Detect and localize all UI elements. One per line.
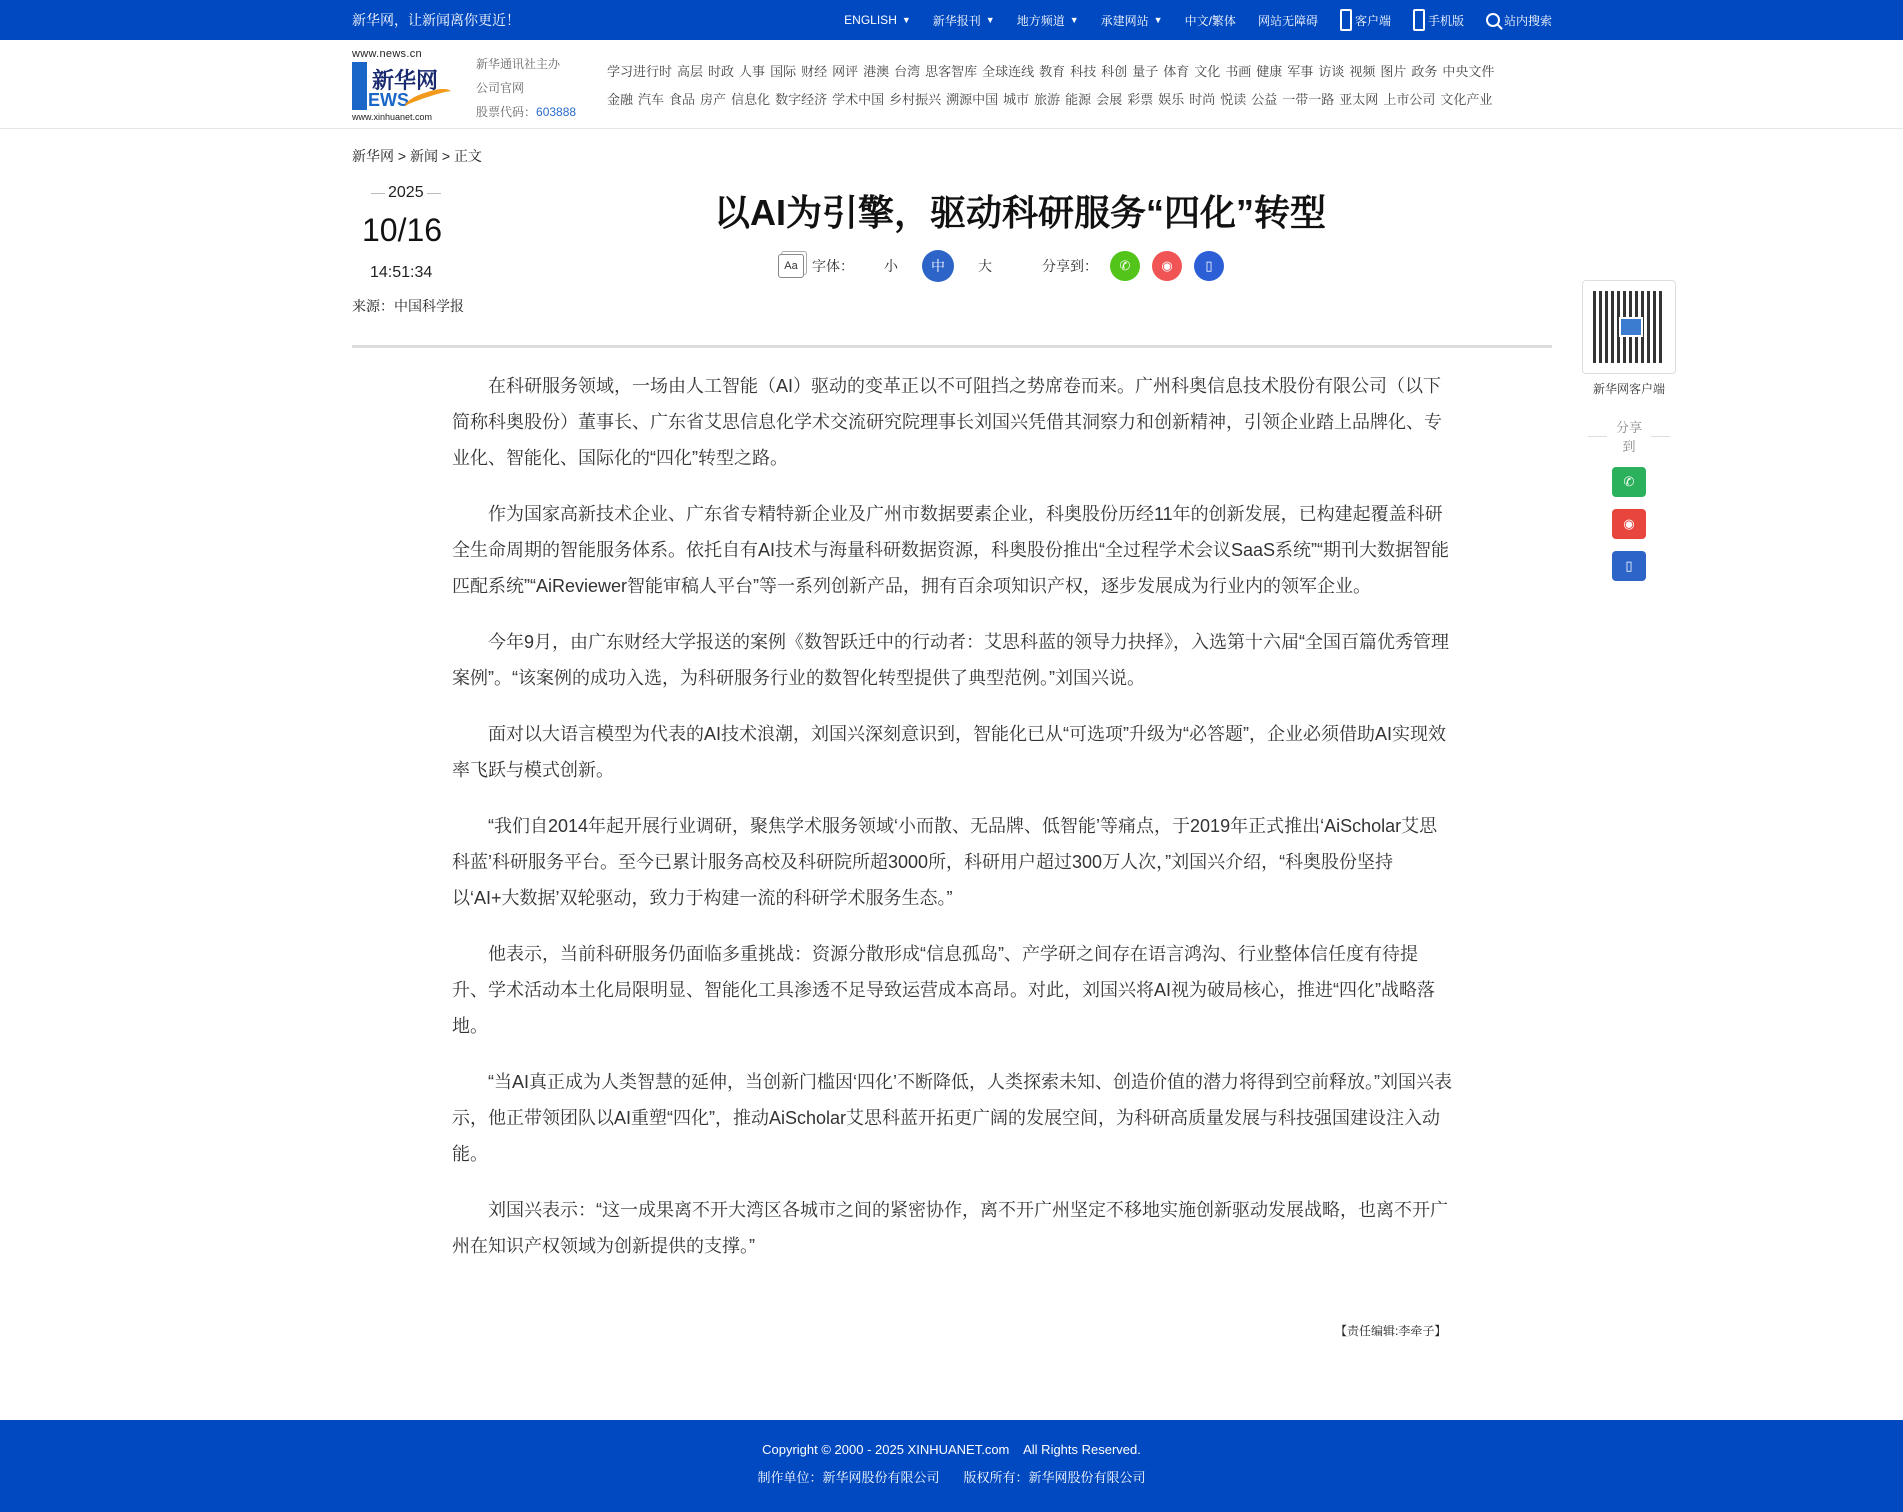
channel-link[interactable]: 彩票 <box>1127 92 1154 107</box>
nav-accessibility[interactable]: 网站无障碍 <box>1257 13 1318 28</box>
side-share-panel: 新华网客户端 分享到 ✆ ◉ ▯ <box>1582 280 1676 581</box>
channel-link[interactable]: 信息化 <box>731 92 771 107</box>
channel-link[interactable]: 台湾 <box>894 64 921 79</box>
client-qr-code <box>1582 280 1676 374</box>
channel-link[interactable]: 旅游 <box>1034 92 1061 107</box>
channel-link[interactable]: 文化产业 <box>1440 92 1493 107</box>
article-body <box>452 368 1452 1284</box>
nav-hosted-sites[interactable]: 承建网站 ▼ <box>1100 13 1163 28</box>
channel-link[interactable]: 悦读 <box>1220 92 1247 107</box>
channel-link[interactable]: 上市公司 <box>1383 92 1436 107</box>
channel-link[interactable]: 金融 <box>607 92 634 107</box>
channel-link[interactable]: 学术中国 <box>832 92 885 107</box>
article-paragraph: 刘国兴表示：“这一成果离不开大湾区各城市之间的紧密协作，离不开广州坚定不移地实施创新驱动发展战略，也离不开广州在知识产权领域为创新提供的支撑。” <box>452 1200 1448 1256</box>
responsible-editor: 【责任编辑:李牵子】 <box>1335 1324 1447 1338</box>
slogan: 新华网，让新闻离你更近！ <box>352 12 520 28</box>
article-paragraph: 他表示，当前科研服务仍面临多重挑战：资源分散形成“信息孤岛”、产学研之间存在语言鸿沟、行业整体信任度有待提升、学术活动本土化局限明显、智能化工具渗透不足导致运营成本高昂。对此，刘国兴将AI视为破局核心，推进“四化”战略落地。 <box>452 944 1435 1036</box>
nav-mobile[interactable]: 手机版 <box>1413 9 1464 31</box>
channel-link[interactable]: 人事 <box>739 64 766 79</box>
channel-link[interactable]: 公益 <box>1251 92 1278 107</box>
channel-link[interactable]: 乡村振兴 <box>889 92 942 107</box>
nav-site-search[interactable]: 站内搜索 <box>1486 12 1552 29</box>
stock-code[interactable]: 603888 <box>536 105 577 119</box>
channel-link[interactable]: 健康 <box>1256 64 1283 79</box>
channel-link[interactable]: 高层 <box>677 64 704 79</box>
channel-link[interactable]: 图片 <box>1380 64 1407 79</box>
article-paragraph: 今年9月，由广东财经大学报送的案例《数智跃迁中的行动者：艾思科蓝的领导力抉择》，入选第十六届“全国百篇优秀管理案例”。“该案例的成功入选，为科研服务行业的数智化转型提供了典型范例。”刘国兴说。 <box>452 632 1449 688</box>
footer <box>0 1420 1903 1512</box>
channel-link[interactable]: 娱乐 <box>1158 92 1185 107</box>
side-share-wechat-icon[interactable]: ✆ <box>1612 467 1646 497</box>
font-large-button[interactable]: 大 <box>978 258 992 274</box>
font-small-button[interactable]: 小 <box>884 258 898 274</box>
breadcrumb: 新华网 > 新闻 > 正文 <box>352 148 482 164</box>
channel-link[interactable]: 数字经济 <box>775 92 828 107</box>
article-paragraph: 在科研服务领域，一场由人工智能（AI）驱动的变革正以不可阻挡之势席卷而来。广州科奥信息技术股份有限公司（以下简称科奥股份）董事长、广东省艾思信息化学术交流研究院理事长刘国兴凭借其洞察力和创新精神，引领企业踏上品牌化、专业化、智能化、国际化的“四化”转型之路。 <box>452 376 1442 468</box>
article-paragraph: 作为国家高新技术企业、广东省专精特新企业及广州市数据要素企业，科奥股份历经11年的创新发展，已构建起覆盖科研全生命周期的智能服务体系。依托自有AI技术与海量科研数据资源，科奥股份推出“全过程学术会议SaaS系统”“期刊大数据智能匹配系统”“AiReviewer智能审稿人平台”等一系列创新产品，拥有百余项知识产权，逐步发展成为行业内的领军企业。 <box>452 504 1450 596</box>
font-medium-button[interactable]: 中 <box>922 250 954 282</box>
channel-link[interactable]: 能源 <box>1065 92 1092 107</box>
channel-link[interactable]: 网评 <box>832 64 859 79</box>
xinhuanet-logo[interactable]: www.news.cn 新华网 EWS www.xinhuanet.com <box>352 48 467 124</box>
channel-link[interactable]: 食品 <box>669 92 696 107</box>
article-paragraph: “我们自2014年起开展行业调研，聚焦学术服务领域‘小而散、无品牌、低智能’等痛点，于2019年正式推出‘AiScholar艾思科蓝’科研服务平台。至今已累计服务高校及科研院所超3000所，科研用户超过300万人次，”刘国兴介绍，“科奥股份坚持以‘AI+大数据’双轮驱动，致力于构建一流的科研学术服务生态。” <box>452 816 1438 908</box>
search-icon <box>1486 13 1500 27</box>
article-paragraph: 面对以大语言模型为代表的AI技术浪潮，刘国兴深刻意识到，智能化已从“可选项”升级为“必答题”，企业必须借助AI实现效率飞跃与模式创新。 <box>452 724 1446 780</box>
channel-link[interactable]: 亚太网 <box>1339 92 1379 107</box>
header <box>0 40 1903 129</box>
publish-month-day: 10/16 <box>362 212 443 248</box>
top-nav <box>822 9 1552 31</box>
article-title: 以AI为引擎，驱动科研服务“四化”转型 <box>713 192 1326 233</box>
article-tools: Aa 字体： 小 中 大 分享到： ✆ ◉ ▯ <box>778 250 1236 282</box>
corp-info: 新华通讯社主办 公司官网 股票代码：603888 <box>476 57 577 119</box>
producer: 制作单位：新华网股份有限公司 <box>757 1470 940 1485</box>
channel-link[interactable]: 会展 <box>1096 92 1123 107</box>
side-share-weibo-icon[interactable]: ◉ <box>1612 509 1646 539</box>
font-size-icon: Aa <box>778 254 804 278</box>
channel-link[interactable]: 体育 <box>1163 64 1190 79</box>
nav-english[interactable]: ENGLISH ▼ <box>844 13 911 27</box>
channel-link[interactable]: 财经 <box>801 64 828 79</box>
owner: 版权所有：新华网股份有限公司 <box>963 1470 1146 1485</box>
share-mobile-icon[interactable]: ▯ <box>1194 251 1224 281</box>
article-source: 来源：中国科学报 <box>352 298 464 314</box>
mobile-phone-icon <box>1413 9 1425 31</box>
channel-link[interactable]: 全球连线 <box>982 64 1035 79</box>
channel-link[interactable]: 城市 <box>1003 92 1030 107</box>
channel-link[interactable]: 时政 <box>708 64 735 79</box>
channel-link[interactable]: 学习进行时 <box>607 64 673 79</box>
share-wechat-icon[interactable]: ✆ <box>1110 251 1140 281</box>
top-bar <box>0 0 1903 40</box>
copyright: Copyright © 2000 - 2025 XINHUANET.com All Rights Reserved. <box>762 1442 1141 1457</box>
qr-code-icon <box>1593 291 1665 363</box>
channel-link[interactable]: 一带一路 <box>1282 92 1335 107</box>
nav-newspapers[interactable]: 新华报刊 ▼ <box>932 13 995 28</box>
nav-simplified-traditional[interactable]: 中文/繁体 <box>1184 13 1236 28</box>
channel-link[interactable]: 文化 <box>1194 64 1221 79</box>
publish-year: 2025 <box>368 184 444 202</box>
channel-link[interactable]: 教育 <box>1039 64 1066 79</box>
channel-link[interactable]: 汽车 <box>638 92 665 107</box>
channel-nav <box>607 58 1552 114</box>
logo-n-mark <box>352 62 367 110</box>
channel-link[interactable]: 港澳 <box>863 64 890 79</box>
breadcrumb-news[interactable]: 新闻 <box>409 148 438 164</box>
share-weibo-icon[interactable]: ◉ <box>1152 251 1182 281</box>
channel-link[interactable]: 量子 <box>1132 64 1159 79</box>
title-divider <box>352 345 1552 348</box>
channel-link[interactable]: 中央文件 <box>1442 64 1495 79</box>
channel-link[interactable]: 书画 <box>1225 64 1252 79</box>
breadcrumb-current: 正文 <box>453 148 482 164</box>
app-phone-icon <box>1340 9 1352 31</box>
channel-link[interactable]: 科创 <box>1101 64 1128 79</box>
channel-link[interactable]: 房产 <box>700 92 727 107</box>
chevron-down-icon: ▼ <box>985 15 995 25</box>
channel-link[interactable]: 科技 <box>1070 64 1097 79</box>
channel-link[interactable]: 访谈 <box>1318 64 1345 79</box>
nav-client[interactable]: 客户端 <box>1340 9 1391 31</box>
publish-time: 14:51:34 <box>370 264 433 281</box>
nav-local-channels[interactable]: 地方频道 ▼ <box>1016 13 1079 28</box>
article-paragraph: “当AI真正成为人类智慧的延伸，当创新门槛因‘四化’不断降低，人类探索未知、创造价值的潜力将得到空前释放。”刘国兴表示，他正带领团队以AI重塑“四化”，推动AiScholar艾思科蓝开拓更广阔的发展空间，为科研高质量发展与科技强国建设注入动能。 <box>452 1072 1452 1164</box>
channel-link[interactable]: 国际 <box>770 64 797 79</box>
channel-link[interactable]: 溯源中国 <box>946 92 999 107</box>
chevron-down-icon: ▼ <box>901 15 911 25</box>
channel-link[interactable]: 政务 <box>1411 64 1438 79</box>
chevron-down-icon: ▼ <box>1069 15 1079 25</box>
channel-link[interactable]: 视频 <box>1349 64 1376 79</box>
side-share-mobile-icon[interactable]: ▯ <box>1612 551 1646 581</box>
channel-link[interactable]: 时尚 <box>1189 92 1216 107</box>
chevron-down-icon: ▼ <box>1153 15 1163 25</box>
breadcrumb-home[interactable]: 新华网 <box>352 148 394 164</box>
channel-link[interactable]: 军事 <box>1287 64 1314 79</box>
channel-link[interactable]: 思客智库 <box>925 64 978 79</box>
